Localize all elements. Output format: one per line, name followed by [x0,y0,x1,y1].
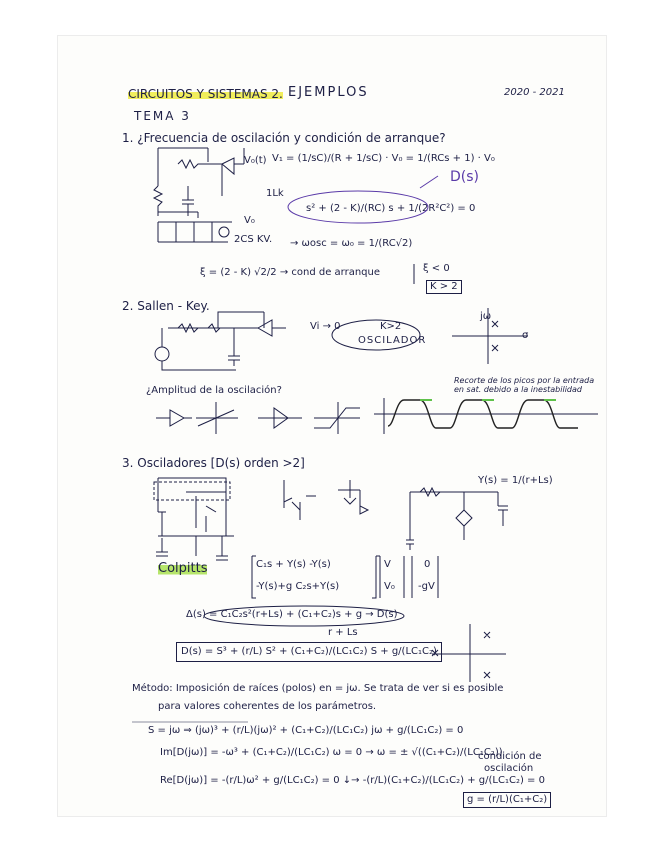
re-eq: Re[D(jω)] = -(r/L)ω² + g/(LC₁C₂) = 0 ↓→ -(r/L)(C₁+C₂)/(LC₁C₂) + g/(LC₁C₂) = 0 [160,775,545,786]
ds-label: D(s) [450,169,479,185]
rc-oscillator-circuit [158,148,244,196]
jw-axis-label: jω [480,311,492,322]
omega-osc: → ωosc = ω₀ = 1/(RC√2) [290,238,413,249]
ys-eq: Y(s) = 1/(r+Ls) [478,475,553,486]
notebook-page [58,36,606,816]
transfer-sat [314,402,360,434]
xi-equation: ξ = (2 - K) √2/2 → cond de arranque [200,267,381,278]
pole-plot-sec2 [452,308,528,364]
cond-label-2: oscilación [484,763,534,774]
v0-label: V₀ [244,215,255,226]
method-line1: Método: Imposición de raíces (polos) en = jω. Se trata de ver si es posible [132,683,504,694]
vector-v0: V₀ [384,581,395,592]
char-equation: s² + (2 - K)/(RC) s + 1/(2R²C²) = 0 [306,203,476,214]
transfer-linear [196,402,238,434]
method-line2: para valores coherentes de los parámetros. [158,701,377,712]
ds-ellipse [288,191,428,223]
vector-v: V [384,559,391,570]
section3-title: 3. Osciladores [D(s) orden >2] [122,456,305,470]
matrix-row2: -Y(s)+g C₂s+Y(s) [256,581,340,592]
amplitude-question: ¿Amplitud de la oscilación? [146,385,282,396]
equivalent-circuit [158,222,232,242]
rhs-1: 0 [424,559,431,570]
section1-v1-eq: V₁ = (1/sC)/(R + 1/sC) · V₀ = 1/(RCs + 1) · V₀ [272,153,495,164]
g-condition-box: g = (r/L)(C₁+C₂) [463,792,551,808]
section2-title: 2. Sallen - Key. [122,299,210,313]
k-condition-box: K > 2 [426,280,462,294]
course-title: CIRCUITOS Y SISTEMAS 2. [128,87,283,101]
label-1lk: 1Lk [266,188,284,199]
cond-label-1: condición de [478,751,542,762]
delta-den: r + Ls [328,627,358,638]
year-label: 2020 - 2021 [504,87,565,98]
clipping-note: Recorte de los picos por la entrada en sat. debido a la inestabilidad [454,376,595,395]
colpitts-label: Colpitts [158,561,208,576]
delta-ellipse [204,606,404,626]
osc-k-cond: K>2 [380,321,402,332]
s-jw-eq: S = jω ⇒ (jω)³ + (r/L)(jω)² + (C₁+C₂)/(LC₁C₂) jω + g/(LC₁C₂) = 0 [148,725,464,736]
page-title: EJEMPLOS [288,85,369,100]
topic-label: TEMA 3 [134,109,191,123]
ds-full-box: D(s) = S³ + (r/L) S² + (C₁+C₂)/(LC₁C₂) S + g/(LC₁C₂) [176,642,442,662]
section1-question: 1. ¿Frecuencia de oscilación y condición de arranque? [122,131,446,145]
matrix-row1: C₁s + Y(s) -Y(s) [256,559,331,570]
circuit-sketches [58,36,606,816]
sallen-key-circuit [168,312,286,366]
label-2cskv: 2CS KV. [234,234,273,245]
im-eq: Im[D(jω)] = -ω³ + (C₁+C₂)/(LC₁C₂) ω = 0 → ω = ± √((C₁+C₂)/(LC₁C₂)) [160,747,503,758]
rhs-2: -gV [418,581,435,592]
vt-label: V₀(t) [244,155,267,166]
vi-to-zero: Vi → 0 [310,321,341,332]
oscillator-ellipse [332,320,420,350]
sigma-axis-label: σ [522,330,529,341]
delta-eq: Δ(s) = C₁C₂s²(r+Ls) + (C₁+C₂)s + g → D(s) [186,609,398,620]
oscillator-label: OSCILADOR [358,335,427,346]
pole-plot-sec3 [432,624,506,682]
xi-condition: ξ < 0 [423,263,450,274]
